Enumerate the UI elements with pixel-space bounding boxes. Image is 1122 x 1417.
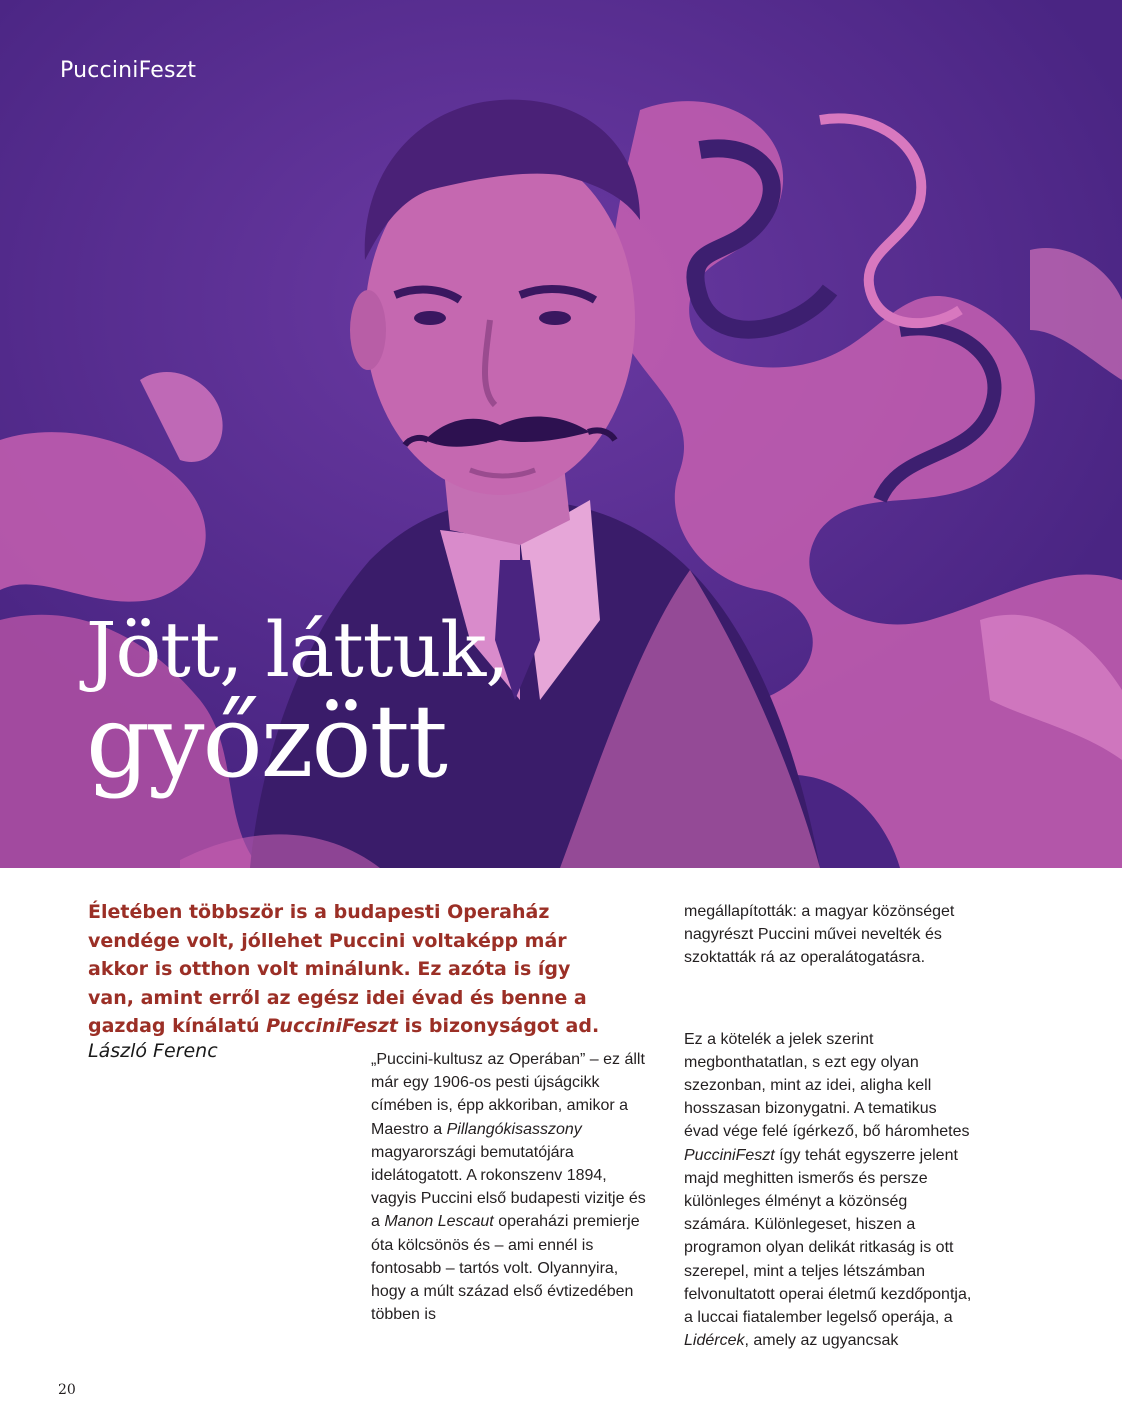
lead-text-before: Életében többször is a budapesti Operaház vendége volt, jóllehet Puccini voltaképp már akkor is otthon volt minálunk. Ez azóta is így van, amint erről az egész idei évad és benne a gazdag kínálatú: [88, 901, 587, 1038]
title-line-1: Jött, láttuk,: [86, 605, 509, 694]
author-byline: László Ferenc: [88, 1040, 218, 1062]
body-paragraph: [684, 1028, 974, 1353]
lead-text-after: is bizonyságot ad.: [397, 1015, 600, 1038]
body-text: Ez a kötelék a jelek szerint megbonthatatlan, s ezt egy olyan szezonban, mint az idei, aligha kell hosszasan bizonygatni. A tematikus évad vége felé ígérkező, bő háromhetes: [684, 1030, 970, 1141]
body-column-middle: [371, 1048, 653, 1326]
body-text: magyarországi bemutatójára idelátogatott. A rokonszenv 1894, vagyis Puccini első budapesti vizitje és a: [371, 1143, 646, 1231]
page-number: 20: [58, 1382, 76, 1398]
title-line-2: győzött: [86, 683, 446, 800]
paragraph-spacer: [684, 970, 974, 1028]
body-emphasis: PucciniFeszt: [684, 1146, 775, 1164]
section-label: PucciniFeszt: [60, 58, 197, 83]
body-paragraph: [371, 1048, 653, 1326]
body-text: , amely az ugyancsak: [744, 1332, 899, 1350]
body-paragraph: megállapították: a magyar közönséget nagyrészt Puccini művei nevelték és szoktatták rá az operalátogatásra.: [684, 903, 955, 967]
page-title: [86, 605, 509, 800]
body-text: operaházi premierje óta kölcsönös és – ami ennél is fontosabb – tartós volt. Olyannyira, hogy a múlt század első évtizedében többen is: [371, 1213, 640, 1324]
body-text: „Puccini-kultusz az Operában” – ez állt már egy 1906-os pesti újságcikk címében is, épp akkoriban, amikor a Maestro a: [371, 1051, 645, 1138]
body-column-right: [684, 900, 974, 1352]
body-text: így tehát egyszerre jelent majd meghitten ismerős és persze különleges élményt a közönség számára. Különlegeset, hiszen a programon olyan delikát ritkaság is ott szerepel, mint a teljes létszámban felvonultatott operai életmű kezdőpontja, a luccai fiatalember legelső operája, a: [684, 1146, 972, 1327]
lead-paragraph: [88, 898, 608, 1041]
body-emphasis: Pillangókisasszony: [446, 1120, 582, 1138]
body-emphasis: Lidércek: [684, 1332, 745, 1350]
body-emphasis: Manon Lescaut: [384, 1213, 494, 1231]
lead-emphasis: PucciniFeszt: [266, 1015, 398, 1038]
